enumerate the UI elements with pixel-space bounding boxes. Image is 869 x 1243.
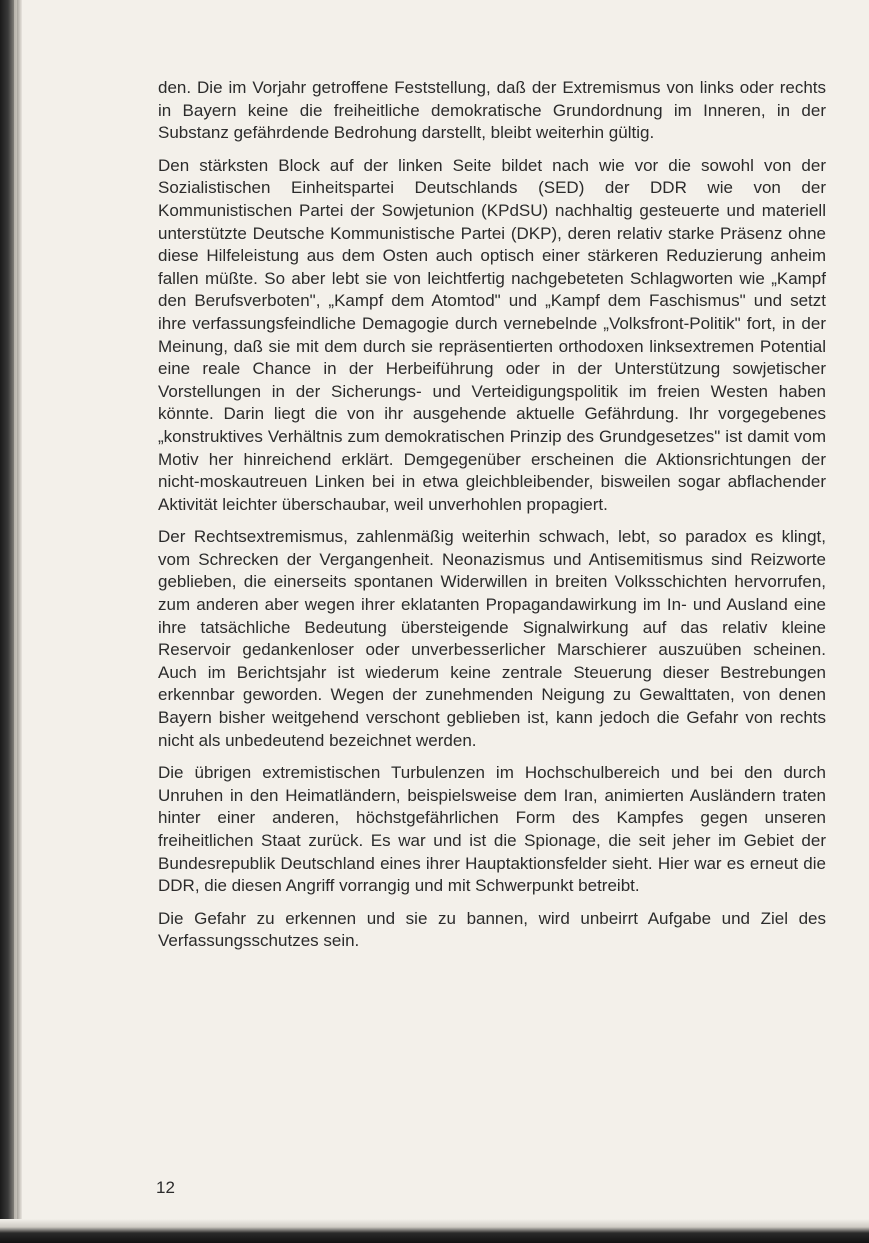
paragraph-conclusion: Die Gefahr zu erkennen und sie zu bannen, wird unbeirrt Aufgabe und Ziel des Verfassungsschutzes sein. [158,908,826,951]
binding-highlight [14,0,17,1243]
paragraph-continuation: den. Die im Vorjahr getroffene Feststellung, daß der Extremismus von links oder rechts in Bayern keine die freiheitliche demokratische Grundordnung im Inneren, in der Substanz gefährdende Bedrohung darstellt, bleibt weiterhin gültig. [158,78,826,143]
book-binding-edge [0,0,22,1243]
page-body-text [158,77,826,963]
paragraph-right-extremism: Der Rechtsextremismus, zahlenmäßig weiterhin schwach, lebt, so paradox es klingt, vom Schrecken der Vergangenheit. Neonazismus und Antisemitismus sind Reizworte geblieben, die einerseits spontanen Widerwillen in breiten Volksschichten hervorrufen, zum anderen aber wegen ihrer eklatanten Propagandawirkung im In- und Ausland eine ihre tatsächliche Bedeutung übersteigende Signalwirkung auf das relativ kleine Reservoir gedankenloser oder unverbesserlicher Marschierer auszuüben scheinen. Auch im Berichtsjahr ist wiederum keine zentrale Steuerung dieser Bestrebungen erkennbar geworden. Wegen der zunehmenden Neigung zu Gewalttaten, von denen Bayern bisher weitgehend verschont geblieben ist, kann jedoch die Gefahr von rechts nicht als unbedeutend bezeichnet werden. [158,527,826,750]
paragraph-left-extremism: Den stärksten Block auf der linken Seite bildet nach wie vor die sowohl von der Sozialistischen Einheitspartei Deutschlands (SED) der DDR wie von der Kommunistischen Partei der Sowjetunion (KPdSU) nachhaltig gesteuerte und materiell unterstützte Deutsche Kommunistische Partei (DKP), deren relativ starke Präsenz ohne diese Hilfeleistung aus dem Osten auch optisch einer stärkeren Reduzierung anheim fallen müßte. So aber lebt sie von leichtfertig nachgebeteten Schlagworten wie „Kampf den Berufsverboten", „Kampf dem Atomtod" und „Kampf dem Faschismus" und setzt ihre verfassungsfeindliche Demagogie durch vernebelnde „Volksfront-Politik" fort, in der Meinung, daß sie mit dem durch sie repräsentierten orthodoxen linksextremen Potential eine reale Chance in der Herbeiführung oder in der Unterstützung sowjetischer Vorstellungen in der Sicherungs- und Verteidigungspolitik im freien Westen haben könnte. Darin liegt die von ihr ausgehende aktuelle Gefährdung. Ihr vorgegebenes „konstruktives Verhältnis zum demokratischen Prinzip des Grundgesetzes" ist damit vom Motiv her hinreichend erklärt. Demgegenüber erscheinen die Aktionsrichtungen der nicht-moskautreuen Linken bei in etwa gleichbleibender, bisweilen sogar abflachender Aktivität leichter überschaubar, weil unverhohlen propagiert. [158,155,826,514]
page-bottom-edge [0,1219,869,1243]
paragraph-espionage: Die übrigen extremistischen Turbulenzen im Hochschulbereich und bei den durch Unruhen in den Heimatländern, beispielsweise dem Iran, animierten Ausländern traten hinter einer anderen, höchstgefährlichen Form des Kampfes gegen unseren freiheitlichen Staat zurück. Es war und ist die Spionage, die seit jeher im Gebiet der Bundesrepublik Deutschland eines ihrer Hauptaktionsfelder sieht. Hier war es erneut die DDR, die diesen Angriff vorrangig und mit Schwerpunkt betreibt. [158,763,826,896]
page-number: 12 [156,1178,175,1197]
